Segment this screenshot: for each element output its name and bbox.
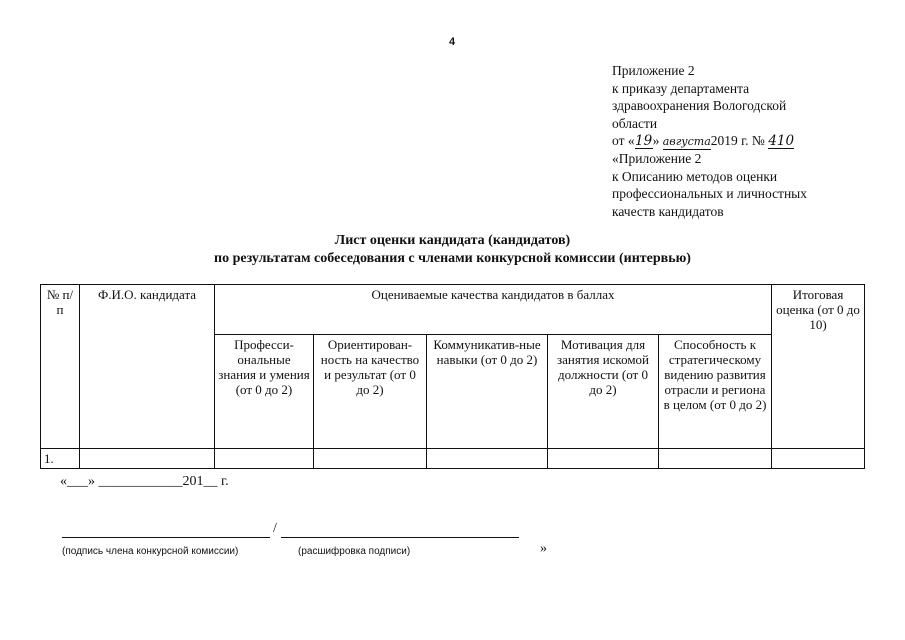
signature-slash: / <box>273 521 277 536</box>
date-fill-line: «___» ____________201__ г. <box>60 474 229 489</box>
date-mid: » <box>652 133 663 148</box>
table-cell <box>80 449 215 469</box>
appendix-line: здравоохранения Вологодской <box>612 98 787 113</box>
header-candidate-name: Ф.И.О. кандидата <box>80 285 215 449</box>
date-year: 2019 г. № <box>710 133 765 148</box>
signature-caption: (подпись члена конкурсной комиссии) <box>62 546 239 557</box>
header-number: № п/п <box>41 285 80 449</box>
name-decoding-caption: (расшифровка подписи) <box>298 546 411 557</box>
appendix-line: области <box>612 115 658 131</box>
document-title: Лист оценки кандидата (кандидатов) <box>334 233 571 248</box>
document-subtitle: по результатам собеседования с членами конкурсной комиссии (интервью) <box>214 251 691 266</box>
signature-line <box>62 537 270 538</box>
table-cell <box>659 449 772 469</box>
header-quality-orientation: Ориентирован-ность на качество и результат (от 0 до 2) <box>314 335 427 449</box>
table-cell <box>548 449 659 469</box>
evaluation-table <box>40 284 865 469</box>
appendix-line: Приложение 2 <box>612 63 695 78</box>
header-professional-knowledge: Професси-ональные знания и умения (от 0 до 2) <box>215 335 314 449</box>
appendix-line: «Приложение 2 <box>612 151 702 166</box>
appendix-line: к приказу департамента <box>612 80 750 96</box>
header-total-score: Итоговая оценка (от 0 до 10) <box>772 285 865 449</box>
closing-quote: » <box>540 541 547 556</box>
table-cell <box>772 449 865 469</box>
row-number: 1. <box>41 449 80 469</box>
name-decoding-line <box>281 537 519 538</box>
table-cell <box>314 449 427 469</box>
appendix-header <box>612 62 807 220</box>
header-qualities-group: Оцениваемые качества кандидатов в баллах <box>215 285 772 335</box>
date-month: августа <box>662 135 711 148</box>
header-motivation: Мотивация для занятия искомой должности (от 0 до 2) <box>548 335 659 449</box>
table-cell <box>215 449 314 469</box>
appendix-date-line <box>612 132 807 150</box>
appendix-line: профессиональных и личностных <box>612 186 808 201</box>
appendix-line: к Описанию методов оценки <box>612 168 778 184</box>
appendix-line: качеств кандидатов <box>612 203 724 219</box>
date-day: 19 <box>635 133 653 149</box>
header-communication-skills: Коммуникатив-ные навыки (от 0 до 2) <box>427 335 548 449</box>
header-strategic-vision: Способность к стратегическому видению развития отрасли и региона в целом (от 0 до 2) <box>659 335 772 449</box>
date-prefix: от « <box>612 133 635 148</box>
table-cell <box>427 449 548 469</box>
page-number: 4 <box>449 36 456 48</box>
order-number: 410 <box>768 133 795 149</box>
